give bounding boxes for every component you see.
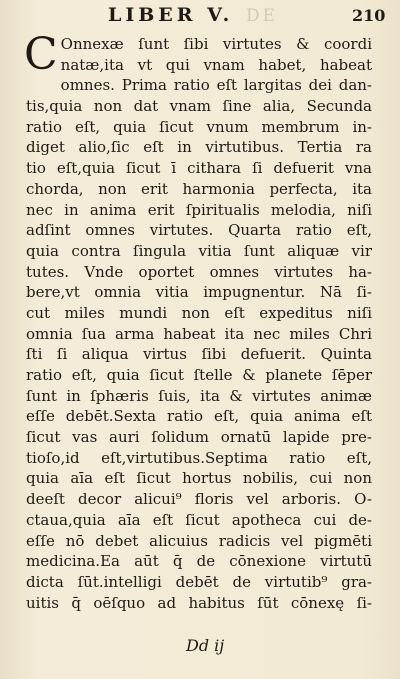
text-line: adſint omnes virtutes. Quarta ratio eſt, [26, 221, 372, 240]
text-line: tis,quia non dat vnam ſine alia, Secunda [26, 97, 372, 116]
bleed-through-text: DE [246, 6, 279, 26]
text-line: medicina.Ea aūt q̄ de cōnexione virtutū [26, 552, 372, 571]
signature-mark: Dd ij [186, 636, 225, 655]
page-footer [0, 636, 400, 660]
body-text [24, 29, 372, 613]
text-line: dicta ſūt.intelligi debēt de virtutib⁹ gra- [26, 572, 372, 591]
running-head: LIBER V. [108, 4, 234, 26]
text-line: uitis q̄ oēſquo ad habitus ſūt cōnexę ſi- [26, 593, 372, 612]
text-line: Onnexæ ſunt ſibi virtutes & coordi [60, 35, 372, 53]
text-line: omnes. Prima ratio eſt largitas dei dan- [60, 76, 372, 95]
text-line: natæ,ita vt qui vnam habet, habeat [60, 55, 372, 74]
page-number: 210 [352, 6, 386, 25]
text-line: tutes. Vnde oportet omnes virtutes ha- [26, 262, 372, 281]
drop-cap: C [24, 29, 58, 80]
text-line: ratio eſt, quia ſicut ſtelle & planete ſēper [26, 366, 372, 384]
text-line: deeſt decor alicui⁹ floris vel arboris. O- [26, 490, 372, 509]
text-line: quia contra ſingula vitia ſunt aliquæ vir [26, 241, 372, 260]
text-line: ctaua,quia aīa eſt ſicut apotheca cui de- [26, 510, 372, 529]
text-line: cut miles mundi non eſt expeditus niſi [26, 303, 372, 322]
text-line: diget alio,ſic eſt in virtutibus. Tertia ra [26, 138, 372, 157]
text-line: omnia ſua arma habeat ita nec miles Chri [26, 324, 372, 343]
text-line: ſicut vas auri ſolidum ornatū lapide pre- [26, 428, 372, 447]
text-line: nec in anima erit ſpiritualis melodia, niſi [26, 200, 372, 219]
text-line: tioſo,id eſt,virtutibus.Septima ratio eſt, [26, 448, 372, 467]
text-line: ratio eſt, quia ſicut vnum membrum in- [26, 117, 372, 136]
text-line: ſunt in ſphæris ſuis, ita & virtutes animæ [26, 386, 372, 405]
text-line: tio eſt,quia ſicut ī cithara ſi defuerit vna [26, 159, 372, 178]
page-header [0, 4, 400, 30]
text-line: eſſe debēt.Sexta ratio eſt, quia anima eſt [26, 407, 372, 426]
text-line: eſſe nō debet alicuius radicis vel pigmēti [26, 531, 372, 550]
text-line: chorda, non erit harmonia perfecta, ita [26, 179, 372, 198]
text-line: bere,vt omnia vitia impugnentur. Nā ſi- [26, 283, 372, 302]
text-line: ſti ſi aliqua virtus ſibi defuerit. Quinta [26, 345, 372, 364]
text-line: quia aīa eſt ſicut hortus nobilis, cui non [26, 469, 372, 488]
